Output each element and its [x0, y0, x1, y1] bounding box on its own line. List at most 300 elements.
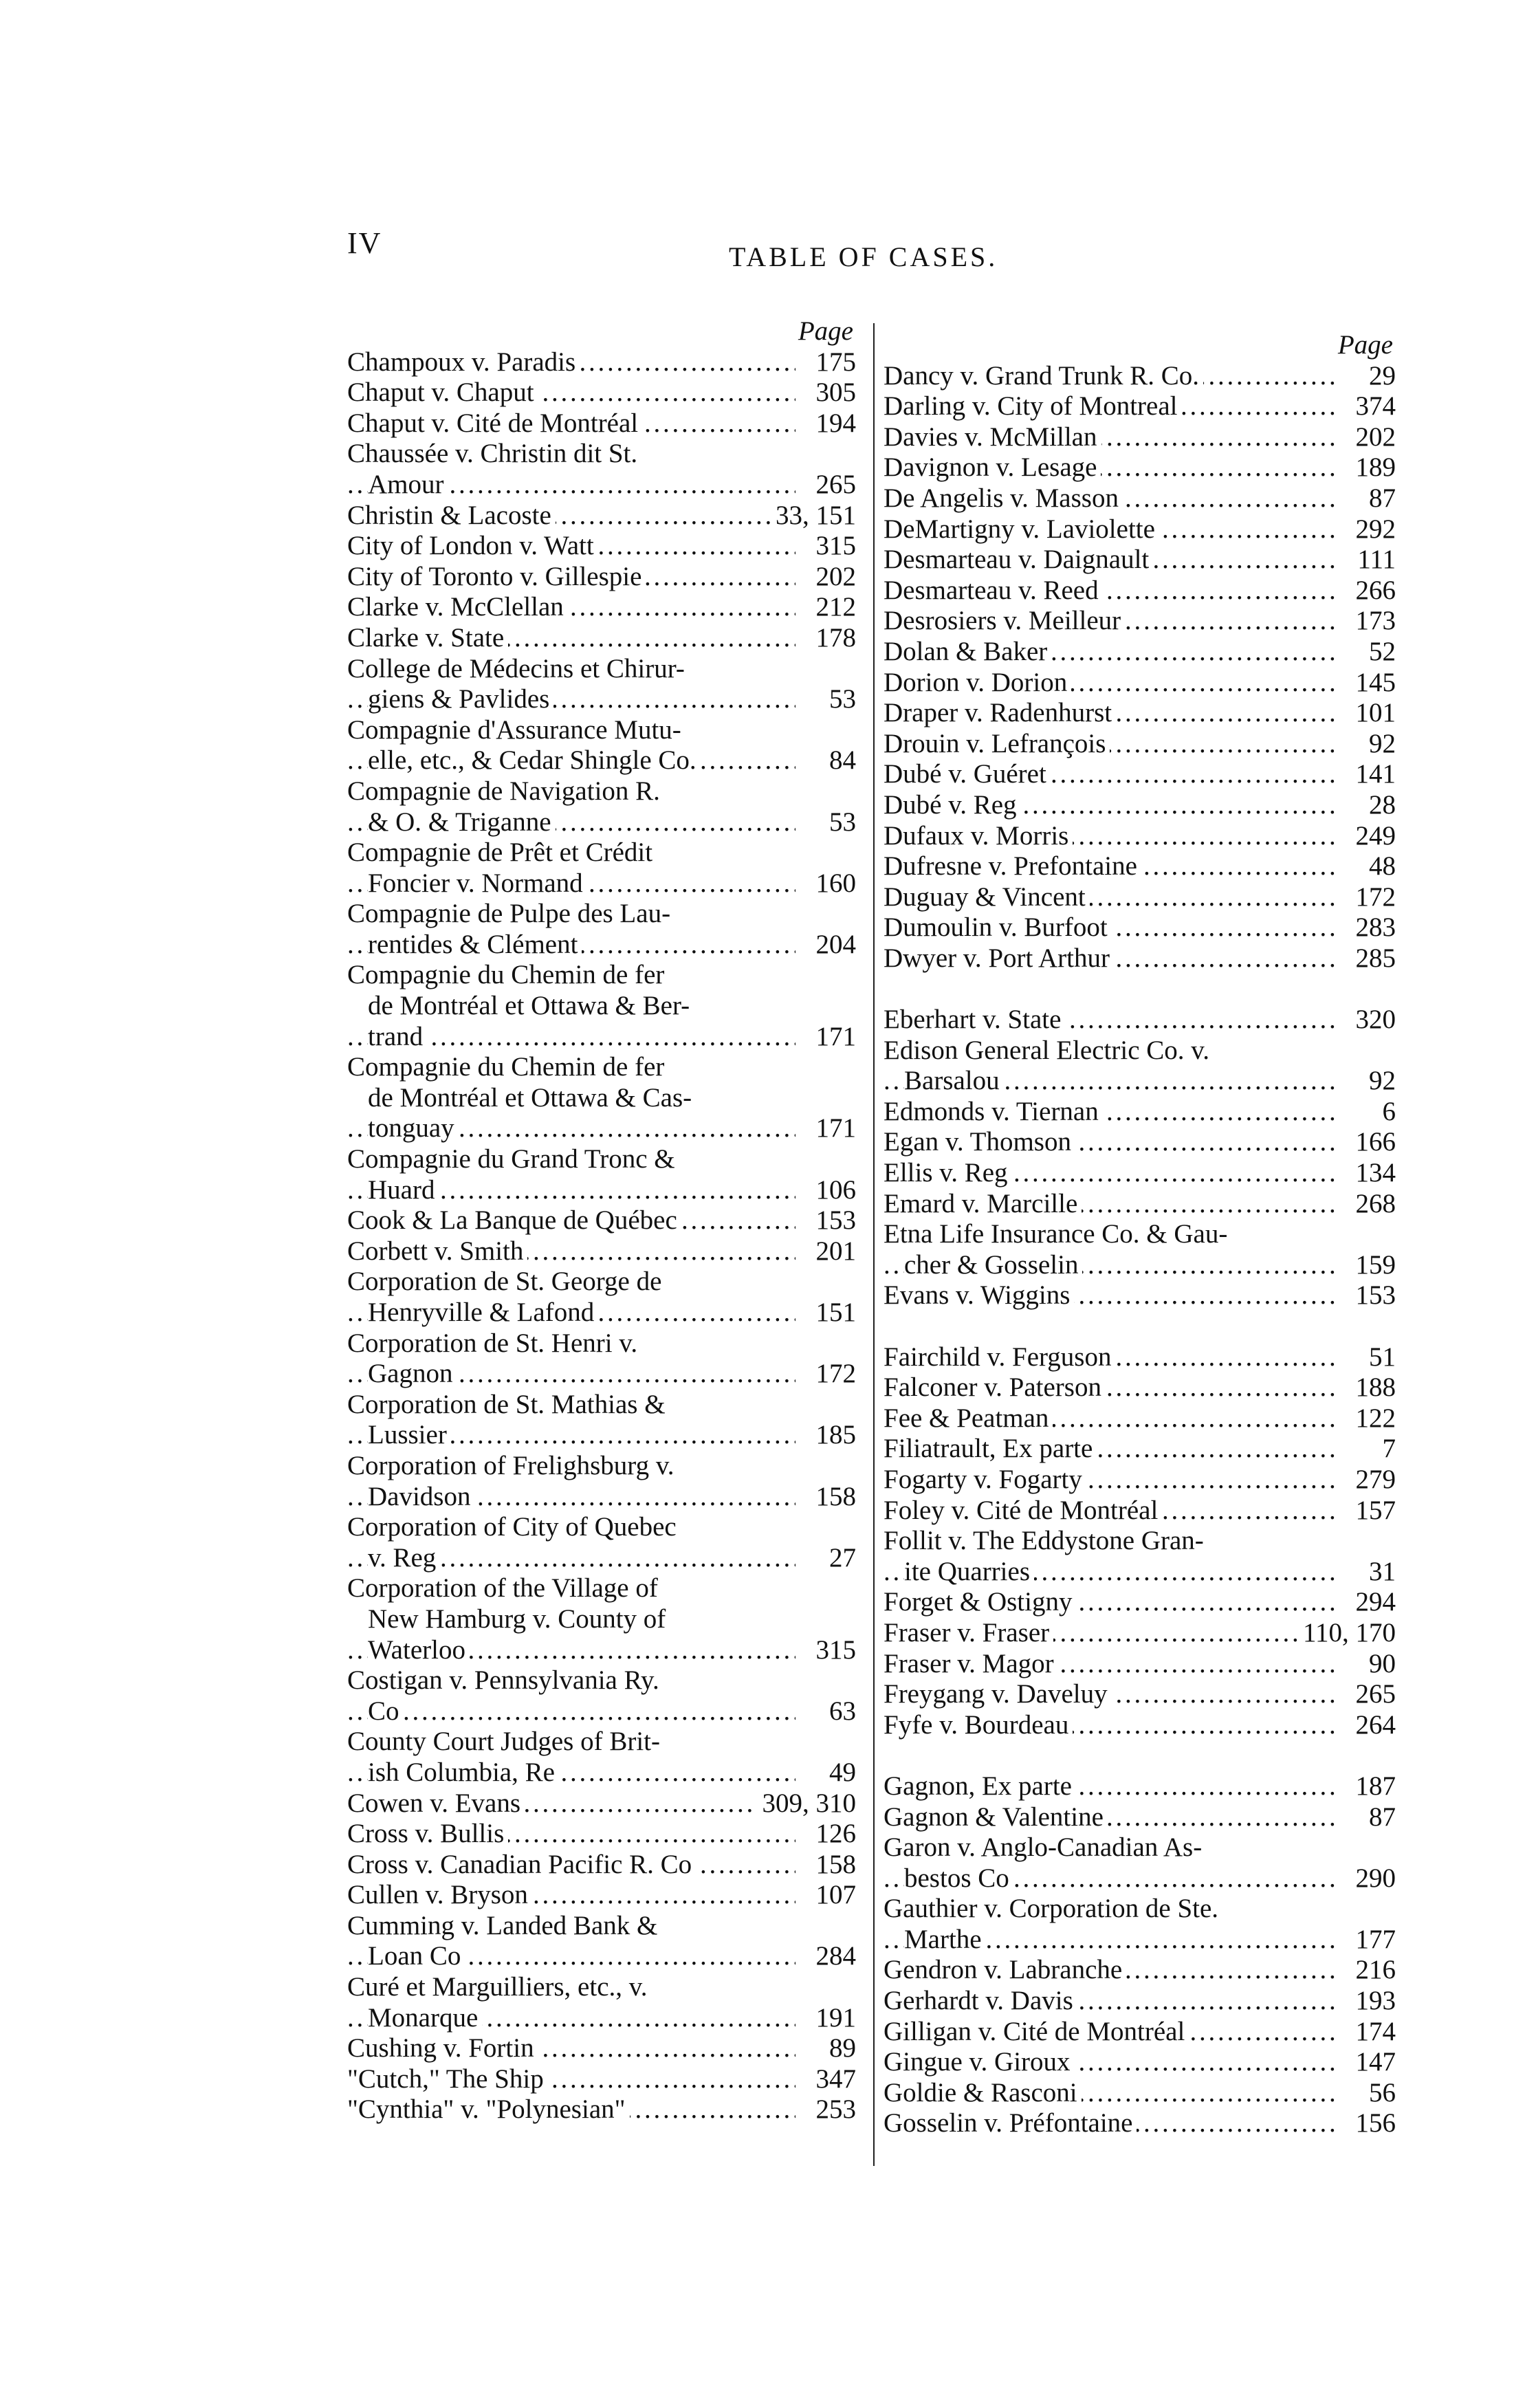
case-name	[347, 1144, 796, 1205]
case-page-number: 204	[796, 930, 856, 961]
case-name	[884, 1127, 1335, 1158]
case-entry	[347, 776, 856, 838]
case-name-text: Darling v. City of Montreal	[884, 391, 1181, 421]
case-name-line	[884, 882, 1335, 913]
case-entry	[347, 1451, 856, 1512]
case-name	[884, 1679, 1335, 1710]
case-name	[347, 531, 796, 562]
case-name-line	[347, 501, 770, 532]
case-name-line	[884, 422, 1335, 453]
case-name-text: De Angelis v. Masson	[884, 483, 1123, 513]
case-page-number: 110, 170	[1297, 1618, 1396, 1649]
case-name-text: Loan Co	[368, 1941, 465, 1971]
case-name-text: Gerhardt v. Davis	[884, 1986, 1077, 2015]
case-name-text: Co	[368, 1696, 404, 1726]
case-name-text: Cross v. Bullis	[347, 1819, 508, 1848]
case-name	[884, 1771, 1335, 1802]
case-entry	[347, 1512, 856, 1573]
case-name-line	[884, 943, 1335, 974]
case-name-line	[884, 821, 1335, 852]
case-name-line	[884, 1434, 1335, 1465]
case-name	[347, 1451, 796, 1512]
case-name	[884, 790, 1335, 821]
case-name	[347, 1819, 796, 1850]
case-name-line	[884, 1587, 1335, 1618]
case-name-line	[347, 1696, 796, 1727]
case-name-text: Gingue v. Giroux	[884, 2047, 1075, 2077]
case-name	[347, 776, 796, 838]
case-name-line	[884, 483, 1335, 514]
case-name-line: de Montréal et Ottawa & Ber-	[347, 991, 796, 1022]
case-entry	[884, 912, 1396, 943]
case-name-line	[347, 531, 796, 562]
case-page-number: 31	[1335, 1557, 1396, 1588]
case-name-line	[347, 1113, 796, 1144]
case-entry	[884, 1158, 1396, 1189]
case-name-text: Dwyer v. Port Arthur	[884, 943, 1114, 973]
case-entry	[884, 1036, 1396, 1097]
column-divider	[873, 323, 875, 2166]
case-name-line	[347, 592, 796, 623]
case-name-line	[347, 1359, 796, 1390]
case-name-line	[884, 1710, 1335, 1741]
case-name	[347, 1972, 796, 2033]
case-page-number: 49	[796, 1758, 856, 1788]
case-name-line	[347, 1482, 796, 1513]
case-page-number: 315	[796, 531, 856, 562]
case-name-text: Emard v. Marcille	[884, 1189, 1082, 1218]
case-name	[884, 422, 1335, 453]
case-entry	[347, 1328, 856, 1390]
case-name-text: Dolan & Baker	[884, 637, 1051, 666]
case-name	[347, 1911, 796, 1972]
case-name-text: Huard	[368, 1175, 439, 1205]
case-name	[884, 668, 1335, 699]
case-name-text: Marthe	[904, 1925, 986, 1954]
case-name-text: Champoux v. Paradis	[347, 347, 580, 377]
case-entry	[884, 606, 1396, 637]
case-name	[884, 1465, 1335, 1496]
case-name	[884, 882, 1335, 913]
case-name-line	[884, 1005, 1335, 1036]
case-entry	[884, 1618, 1396, 1649]
case-name-line	[884, 1955, 1335, 1986]
case-name	[347, 1267, 796, 1328]
case-name-text: cher & Gosselin	[904, 1250, 1082, 1280]
case-entry	[884, 668, 1396, 699]
case-entry	[347, 960, 856, 1052]
case-name	[347, 1236, 796, 1267]
case-page-number: 374	[1335, 391, 1396, 422]
case-page-number: 87	[1335, 1802, 1396, 1833]
case-name-line	[347, 347, 796, 378]
case-name-line: Gauthier v. Corporation de Ste.	[884, 1894, 1335, 1925]
case-name	[884, 1005, 1335, 1036]
case-name-text: Barsalou	[904, 1066, 1004, 1095]
case-page-number: 107	[796, 1880, 856, 1911]
case-name	[347, 408, 796, 439]
case-name-line	[347, 408, 796, 439]
case-name-line	[347, 1758, 796, 1788]
case-entry	[884, 882, 1396, 913]
case-name-line	[884, 1649, 1335, 1680]
case-page-number: 92	[1335, 729, 1396, 760]
case-entry	[347, 377, 856, 408]
case-page-number: 52	[1335, 637, 1396, 668]
case-entry	[347, 2033, 856, 2064]
case-name-text: "Cutch," The Ship	[347, 2064, 548, 2094]
case-name	[884, 759, 1335, 790]
case-name-text: Foncier v. Normand	[368, 868, 587, 898]
case-entry	[347, 1390, 856, 1451]
case-name-text: Clarke v. State	[347, 623, 508, 653]
case-entry	[347, 838, 856, 899]
case-entry	[884, 790, 1396, 821]
case-name-line	[884, 1679, 1335, 1710]
case-name	[884, 1618, 1297, 1649]
case-entry	[884, 1587, 1396, 1618]
case-name-line	[347, 1175, 796, 1206]
case-page-number: 56	[1335, 2078, 1396, 2109]
case-name-text: Gagnon	[368, 1359, 457, 1388]
case-name-line	[884, 729, 1335, 760]
case-page-number: 156	[1335, 2108, 1396, 2139]
case-name-line	[884, 1250, 1335, 1281]
case-page-number: 202	[796, 562, 856, 593]
case-entry	[884, 545, 1396, 576]
case-name-line	[884, 2017, 1335, 2048]
case-name-line	[884, 1280, 1335, 1311]
case-name	[347, 960, 796, 1052]
case-entry	[884, 576, 1396, 606]
case-name-line	[347, 1941, 796, 1972]
case-name	[347, 1880, 796, 1911]
case-entry	[347, 623, 856, 654]
case-page-number: 53	[796, 684, 856, 715]
case-name-line	[884, 1403, 1335, 1434]
case-name-text: elle, etc., & Cedar Shingle Co.	[368, 745, 701, 775]
case-name-text: Clarke v. McClellan	[347, 592, 568, 622]
case-name-line: Costigan v. Pennsylvania Ry.	[347, 1665, 796, 1696]
case-name-line: Corporation of Frelighsburg v.	[347, 1451, 796, 1482]
case-name	[347, 623, 796, 654]
case-name-line	[347, 1635, 796, 1666]
case-entry	[347, 899, 856, 960]
case-name-text: DeMartigny v. Laviolette	[884, 514, 1159, 544]
case-name-text: Freygang v. Daveluy	[884, 1679, 1112, 1709]
case-name-line	[884, 2047, 1335, 2078]
case-name-text: ite Quarries	[904, 1557, 1034, 1586]
case-page-number: 264	[1335, 1710, 1396, 1741]
case-name-line	[347, 1850, 796, 1881]
case-entry	[884, 2047, 1396, 2078]
case-name-line: County Court Judges of Brit-	[347, 1727, 796, 1758]
case-page-number: 191	[796, 2003, 856, 2034]
case-name-line	[347, 1236, 796, 1267]
case-name-line	[884, 452, 1335, 483]
case-entry	[347, 654, 856, 715]
case-entry	[884, 1342, 1396, 1373]
case-name-text: Davidson	[368, 1482, 475, 1511]
case-name-line: Compagnie du Chemin de fer	[347, 960, 796, 991]
case-name-text: Dorion v. Dorion	[884, 668, 1071, 697]
case-entry	[347, 1665, 856, 1727]
case-name	[884, 1802, 1335, 1833]
case-name-text: Fraser v. Magor	[884, 1649, 1058, 1678]
case-name-text: Fee & Peatman	[884, 1403, 1053, 1433]
case-name	[884, 1097, 1335, 1128]
case-name-line	[884, 759, 1335, 790]
case-name	[347, 899, 796, 960]
case-name	[884, 1496, 1335, 1526]
case-page-number: 178	[796, 623, 856, 654]
case-page-number: 171	[796, 1022, 856, 1053]
case-name	[347, 377, 796, 408]
case-name	[347, 654, 796, 715]
case-name-text: Fyfe v. Bourdeau	[884, 1710, 1073, 1740]
case-name-text: Gagnon & Valentine	[884, 1802, 1108, 1832]
case-name-text: Gagnon, Ex parte	[884, 1771, 1076, 1801]
case-page-number: 48	[1335, 851, 1396, 882]
case-name	[347, 439, 796, 500]
case-page-number: 266	[1335, 576, 1396, 606]
case-entry	[347, 1573, 856, 1665]
case-name-line	[347, 1819, 796, 1850]
case-page-number: 27	[796, 1543, 856, 1574]
case-entry	[347, 501, 856, 532]
case-name	[884, 1036, 1335, 1097]
case-name-text: Dufaux v. Morris	[884, 821, 1073, 851]
case-page-number: 29	[1335, 361, 1396, 392]
case-name-text: Filiatrault, Ex parte	[884, 1434, 1097, 1463]
case-name	[347, 2033, 796, 2064]
case-entry	[347, 347, 856, 378]
case-page-number: 90	[1335, 1649, 1396, 1680]
case-page-number: 126	[796, 1819, 856, 1850]
case-name-line: Compagnie de Prêt et Crédit	[347, 838, 796, 868]
case-name	[884, 1189, 1335, 1220]
case-entry	[884, 2078, 1396, 2109]
case-name-text: Dubé v. Reg	[884, 790, 1021, 820]
case-name-text: Davignon v. Lesage	[884, 452, 1101, 482]
case-name-line	[884, 790, 1335, 821]
case-name-line: Corporation de St. Henri v.	[347, 1328, 796, 1359]
case-name	[347, 1512, 796, 1573]
case-entry	[347, 531, 856, 562]
case-entry	[347, 1267, 856, 1328]
case-entry	[347, 592, 856, 623]
case-name-line: Corporation of the Village of	[347, 1573, 796, 1604]
case-name	[347, 1390, 796, 1451]
case-name	[884, 821, 1335, 852]
case-entry	[347, 2094, 856, 2125]
case-name	[884, 1342, 1335, 1373]
case-page-number: 315	[796, 1635, 856, 1666]
case-name	[884, 851, 1335, 882]
case-name	[884, 1710, 1335, 1741]
case-name-text: Gendron v. Labranche	[884, 1955, 1126, 1984]
case-page-number: 347	[796, 2064, 856, 2095]
case-page-number: 265	[1335, 1679, 1396, 1710]
case-name-line	[884, 606, 1335, 637]
case-entry	[884, 1649, 1396, 1680]
case-name-text: Draper v. Radenhurst	[884, 698, 1116, 727]
case-name-text: Dubé v. Guéret	[884, 759, 1051, 789]
case-name-line	[347, 807, 796, 838]
case-name	[884, 483, 1335, 514]
case-name-line	[884, 1066, 1335, 1097]
case-entry	[884, 1955, 1396, 1986]
case-page-number: 122	[1335, 1403, 1396, 1434]
case-name-text: Fogarty v. Fogarty	[884, 1465, 1086, 1494]
case-name-line	[884, 1618, 1297, 1649]
case-entry	[347, 1788, 856, 1819]
case-entry	[884, 1986, 1396, 2017]
case-name-text: Chaput v. Chaput	[347, 377, 538, 407]
case-entry	[884, 391, 1396, 422]
case-entry	[884, 1679, 1396, 1710]
case-name-text: Gilligan v. Cité de Montréal	[884, 2017, 1189, 2046]
case-name-text: Cowen v. Evans	[347, 1788, 525, 1818]
case-name-text: Desmarteau v. Daignault	[884, 545, 1153, 574]
case-page-number: 147	[1335, 2047, 1396, 2078]
case-name-line	[884, 698, 1335, 729]
case-name-line	[347, 1022, 796, 1053]
case-entry	[884, 1219, 1396, 1280]
case-name-line	[884, 391, 1335, 422]
case-entry	[347, 1880, 856, 1911]
running-head: TABLE OF CASES.	[729, 241, 998, 272]
case-name-text: City of London v. Watt	[347, 531, 598, 560]
case-name-line	[884, 912, 1335, 943]
case-name-line	[884, 1342, 1335, 1373]
case-name-line: Follit v. The Eddystone Gran-	[884, 1526, 1335, 1557]
case-name	[884, 1372, 1335, 1403]
case-list-left	[347, 347, 856, 2125]
case-page-number: 174	[1335, 2017, 1396, 2048]
case-page-number: 151	[796, 1298, 856, 1328]
case-name-line: Compagnie de Pulpe des Lau-	[347, 899, 796, 930]
case-name	[884, 361, 1335, 392]
letter-group-gap	[884, 1311, 1396, 1342]
case-page-number: 157	[1335, 1496, 1396, 1526]
case-name-line	[347, 684, 796, 715]
case-name-line	[884, 1557, 1335, 1588]
case-name-text: & O. & Triganne	[368, 807, 556, 837]
case-name-line: Compagnie d'Assurance Mutu-	[347, 715, 796, 746]
case-name-text: Lussier	[368, 1420, 451, 1449]
case-name	[884, 1434, 1335, 1465]
case-entry	[884, 729, 1396, 760]
case-page-number: 159	[1335, 1250, 1396, 1281]
case-name	[884, 1832, 1335, 1894]
case-name	[347, 838, 796, 899]
case-entry	[884, 2017, 1396, 2048]
case-page-number: 292	[1335, 514, 1396, 545]
case-name-line: Curé et Marguilliers, etc., v.	[347, 1972, 796, 2003]
case-name-line: Compagnie du Grand Tronc &	[347, 1144, 796, 1175]
case-page-number: 106	[796, 1175, 856, 1206]
case-page-number: 265	[796, 470, 856, 501]
case-name-text: Eberhart v. State	[884, 1005, 1065, 1034]
case-name-line	[884, 1189, 1335, 1220]
case-name-line	[884, 637, 1335, 668]
case-name-line	[347, 2094, 796, 2125]
case-name-line	[347, 930, 796, 961]
case-name-text: Dancy v. Grand Trunk R. Co.	[884, 361, 1203, 391]
case-name	[884, 1403, 1335, 1434]
case-name-line	[347, 1543, 796, 1574]
case-page-number: 284	[796, 1941, 856, 1972]
case-name-text: "Cynthia" v. "Polynesian"	[347, 2094, 630, 2124]
case-name-text: Cross v. Canadian Pacific R. Co	[347, 1850, 696, 1879]
case-name-text: Desmarteau v. Reed	[884, 576, 1103, 605]
case-page-number: 173	[1335, 606, 1396, 637]
case-name	[884, 2108, 1335, 2139]
case-name-text: Waterloo	[368, 1635, 470, 1665]
case-name-text: Foley v. Cité de Montréal	[884, 1496, 1162, 1525]
case-entry	[884, 1403, 1396, 1434]
case-name	[884, 1219, 1335, 1280]
case-page-number: 6	[1335, 1097, 1396, 1128]
case-entry	[884, 1832, 1396, 1894]
case-entry	[347, 408, 856, 439]
case-name-text: Henryville & Lafond	[368, 1298, 598, 1327]
case-page-number: 279	[1335, 1465, 1396, 1496]
case-list-right	[884, 361, 1396, 2139]
case-name-text: Amour	[368, 470, 448, 499]
case-name-text: Corbett v. Smith	[347, 1236, 527, 1266]
case-page-number: 290	[1335, 1863, 1396, 1894]
case-name-text: Duguay & Vincent	[884, 882, 1090, 912]
case-name-text: Evans v. Wiggins	[884, 1280, 1074, 1310]
case-name-line	[347, 868, 796, 899]
case-name-text: Cushing v. Fortin	[347, 2033, 538, 2063]
case-name-line: Corporation de St. George de	[347, 1267, 796, 1298]
case-name	[347, 2064, 796, 2095]
case-page-number: 189	[1335, 452, 1396, 483]
case-entry	[884, 1894, 1396, 1955]
case-name	[347, 715, 796, 776]
case-page-number: 158	[796, 1482, 856, 1513]
case-name-text: rentides & Clément	[368, 930, 582, 959]
case-name-line	[347, 562, 796, 593]
case-page-number: 63	[796, 1696, 856, 1727]
case-name	[347, 1052, 796, 1144]
case-name-text: Cook & La Banque de Québec	[347, 1205, 681, 1235]
case-page-number: 172	[796, 1359, 856, 1390]
case-name-line	[884, 2108, 1335, 2139]
case-name-line	[347, 623, 796, 654]
case-name	[884, 545, 1335, 576]
case-name-text: giens & Pavlides	[368, 684, 553, 714]
case-name	[884, 1894, 1335, 1955]
case-name	[884, 1986, 1335, 2017]
case-entry	[347, 2064, 856, 2095]
case-page-number: 7	[1335, 1434, 1396, 1465]
case-entry	[347, 439, 856, 500]
case-page-number: 294	[1335, 1587, 1396, 1618]
case-name-text: v. Reg	[368, 1543, 440, 1573]
case-name-line	[884, 1097, 1335, 1128]
case-page-number: 185	[796, 1420, 856, 1451]
case-name	[347, 1788, 757, 1819]
case-entry	[884, 1434, 1396, 1465]
letter-group-gap	[884, 1740, 1396, 1771]
case-name-line	[884, 1372, 1335, 1403]
case-entry	[884, 2108, 1396, 2139]
case-page-number: 177	[1335, 1925, 1396, 1956]
